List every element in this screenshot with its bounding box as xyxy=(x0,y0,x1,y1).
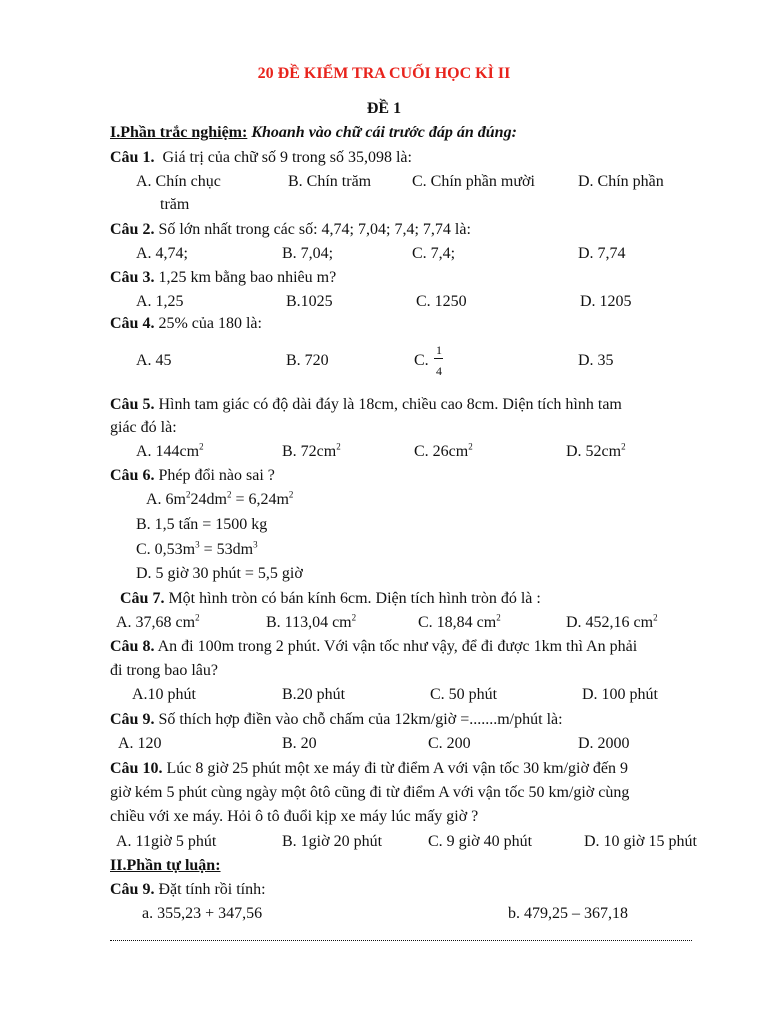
question-label: Câu 5. xyxy=(110,396,155,413)
question-9 xyxy=(110,710,563,730)
q2-option-d: D. 7,74 xyxy=(578,245,626,262)
q1-option-b: B. Chín trăm xyxy=(288,173,372,190)
question-text: Số thích hợp điền vào chỗ chấm của 12km/giờ =.......m/phút là: xyxy=(158,711,563,728)
q9-option-d: D. 2000 xyxy=(578,735,630,752)
q6-option-c xyxy=(136,540,258,560)
q4-option-c: C. xyxy=(414,352,429,369)
q5-text-cont: giác đó là: xyxy=(110,419,177,436)
superscript: 2 xyxy=(336,441,341,452)
question-label: Câu 6. xyxy=(110,467,155,484)
question-label: Câu 9. xyxy=(110,881,155,898)
essay-9-part-a: a. 355,23 + 347,56 xyxy=(142,905,263,922)
q10-option-a: A. 11giờ 5 phút xyxy=(116,833,217,850)
q6-option-b: B. 1,5 tấn = 1500 kg xyxy=(136,516,268,533)
question-text: Đặt tính rồi tính: xyxy=(158,881,266,898)
part1-heading: I.Phần trắc nghiệm: xyxy=(110,124,248,141)
q8-option-c: C. 50 phút xyxy=(430,686,498,703)
q1-option-d: D. Chín phần xyxy=(578,173,664,190)
q5-option-b xyxy=(282,442,341,462)
fraction-bar xyxy=(434,358,443,359)
q1-option-d-cont: trăm xyxy=(160,196,190,213)
question-label: Câu 7. xyxy=(120,590,165,607)
option-text: = 6,24m xyxy=(231,491,289,508)
option-text: D. 52cm xyxy=(566,443,622,460)
q5-option-c xyxy=(414,442,473,462)
question-2 xyxy=(110,220,471,240)
option-text: B. 72cm xyxy=(282,443,337,460)
fraction-numerator: 1 xyxy=(436,343,442,357)
q2-option-c: C. 7,4; xyxy=(412,245,456,262)
question-text: Hình tam giác có độ dài đáy là 18cm, chiều cao 8cm. Diện tích hình tam xyxy=(158,396,622,413)
answer-dotted-line xyxy=(110,940,692,941)
question-label: Câu 10. xyxy=(110,760,163,777)
option-text: 24dm xyxy=(190,491,227,508)
q1-option-c: C. Chín phần mười xyxy=(412,173,535,190)
question-text: Lúc 8 giờ 25 phút một xe máy đi từ điểm A với vận tốc 30 km/giờ đến 9 xyxy=(166,760,629,777)
part1-instruction: Khoanh vào chữ cái trước đáp án đúng: xyxy=(251,124,517,141)
q4-option-a: A. 45 xyxy=(136,352,172,369)
q6-option-d: D. 5 giờ 30 phút = 5,5 giờ xyxy=(136,565,303,582)
q4-option-b: B. 720 xyxy=(286,352,329,369)
q3-option-d: D. 1205 xyxy=(580,293,632,310)
question-label: Câu 9. xyxy=(110,711,155,728)
superscript: 2 xyxy=(468,441,473,452)
question-text: Số lớn nhất trong các số: 4,74; 7,04; 7,4; 7,74 là: xyxy=(158,221,471,238)
question-text: 1,25 km bằng bao nhiêu m? xyxy=(158,269,337,286)
q9-option-c: C. 200 xyxy=(428,735,471,752)
question-label: Câu 4. xyxy=(110,315,155,332)
question-text: An đi 100m trong 2 phút. Với vận tốc như vậy, để đi được 1km thì An phải xyxy=(157,638,638,655)
question-text: 25% của 180 là: xyxy=(158,315,262,332)
q3-option-b: B.1025 xyxy=(286,293,333,310)
option-text: A. 37,68 cm xyxy=(116,614,196,631)
q9-option-a: A. 120 xyxy=(118,735,162,752)
question-7 xyxy=(120,589,541,609)
q2-option-a: A. 4,74; xyxy=(136,245,188,262)
q10-option-c: C. 9 giờ 40 phút xyxy=(428,833,533,850)
document-title: 20 ĐỀ KIỂM TRA CUỐI HỌC KÌ II xyxy=(257,65,511,82)
q7-option-d xyxy=(566,613,658,633)
question-1 xyxy=(110,148,412,168)
question-label: Câu 2. xyxy=(110,221,155,238)
option-text: = 53dm xyxy=(199,541,254,558)
superscript: 2 xyxy=(226,489,232,500)
superscript: 2 xyxy=(186,489,191,500)
question-8 xyxy=(110,637,637,657)
question-label: Câu 8. xyxy=(110,638,155,655)
q10-line-2: giờ kém 5 phút cùng ngày một ôtô cũng đi từ điểm A với vận tốc 50 km/giờ cùng xyxy=(110,784,630,801)
superscript: 2 xyxy=(288,489,294,500)
q7-option-c xyxy=(418,613,501,633)
part2-heading: II.Phần tự luận: xyxy=(110,857,221,874)
q10-option-d: D. 10 giờ 15 phút xyxy=(584,833,697,850)
q5-option-d xyxy=(566,442,626,462)
q8-option-a: A.10 phút xyxy=(132,686,196,703)
q3-option-c: C. 1250 xyxy=(416,293,467,310)
q6-option-a xyxy=(146,490,293,510)
q3-option-a: A. 1,25 xyxy=(136,293,184,310)
question-5 xyxy=(110,395,622,415)
q8-text-cont: đi trong bao lâu? xyxy=(110,662,218,679)
fraction-denominator: 4 xyxy=(436,364,442,378)
superscript: 3 xyxy=(195,539,200,550)
superscript: 2 xyxy=(621,441,626,452)
superscript: 2 xyxy=(496,612,501,623)
question-4 xyxy=(110,314,262,334)
question-text: Phép đổi nào sai ? xyxy=(158,467,275,484)
q8-option-b: B.20 phút xyxy=(282,686,346,703)
q10-option-b: B. 1giờ 20 phút xyxy=(282,833,383,850)
superscript: 3 xyxy=(253,539,258,550)
option-text: A. 144cm xyxy=(136,443,200,460)
option-text: C. 26cm xyxy=(414,443,469,460)
q4-option-d: D. 35 xyxy=(578,352,614,369)
q2-option-b: B. 7,04; xyxy=(282,245,334,262)
q10-line-3: chiều với xe máy. Hỏi ô tô đuổi kịp xe máy lúc mấy giờ ? xyxy=(110,808,479,825)
option-text: B. 113,04 cm xyxy=(266,614,352,631)
option-text: C. 18,84 cm xyxy=(418,614,497,631)
part1-heading-line xyxy=(110,123,517,143)
question-text: Giá trị của chữ số 9 trong số 35,098 là: xyxy=(162,149,412,166)
q5-option-a xyxy=(136,442,204,462)
superscript: 2 xyxy=(199,441,204,452)
q7-option-b xyxy=(266,613,356,633)
exam-number: ĐỀ 1 xyxy=(366,100,402,117)
q7-option-a xyxy=(116,613,200,633)
superscript: 2 xyxy=(653,612,658,623)
question-text: Một hình tròn có bán kính 6cm. Diện tích hình tròn đó là : xyxy=(168,590,541,607)
question-10 xyxy=(110,759,628,779)
essay-question-9 xyxy=(110,880,266,900)
superscript: 2 xyxy=(195,612,200,623)
question-label: Câu 3. xyxy=(110,269,155,286)
question-3 xyxy=(110,268,336,288)
question-label: Câu 1. xyxy=(110,149,155,166)
option-text: A. 6m xyxy=(146,491,186,508)
q9-option-b: B. 20 xyxy=(282,735,317,752)
option-text: D. 452,16 cm xyxy=(566,614,654,631)
superscript: 2 xyxy=(351,612,357,623)
option-text: C. 0,53m xyxy=(136,541,196,558)
question-6 xyxy=(110,466,275,486)
q1-option-a: A. Chín chục xyxy=(136,173,221,190)
q8-option-d: D. 100 phút xyxy=(582,686,658,703)
essay-9-part-b: b. 479,25 – 367,18 xyxy=(508,905,628,922)
